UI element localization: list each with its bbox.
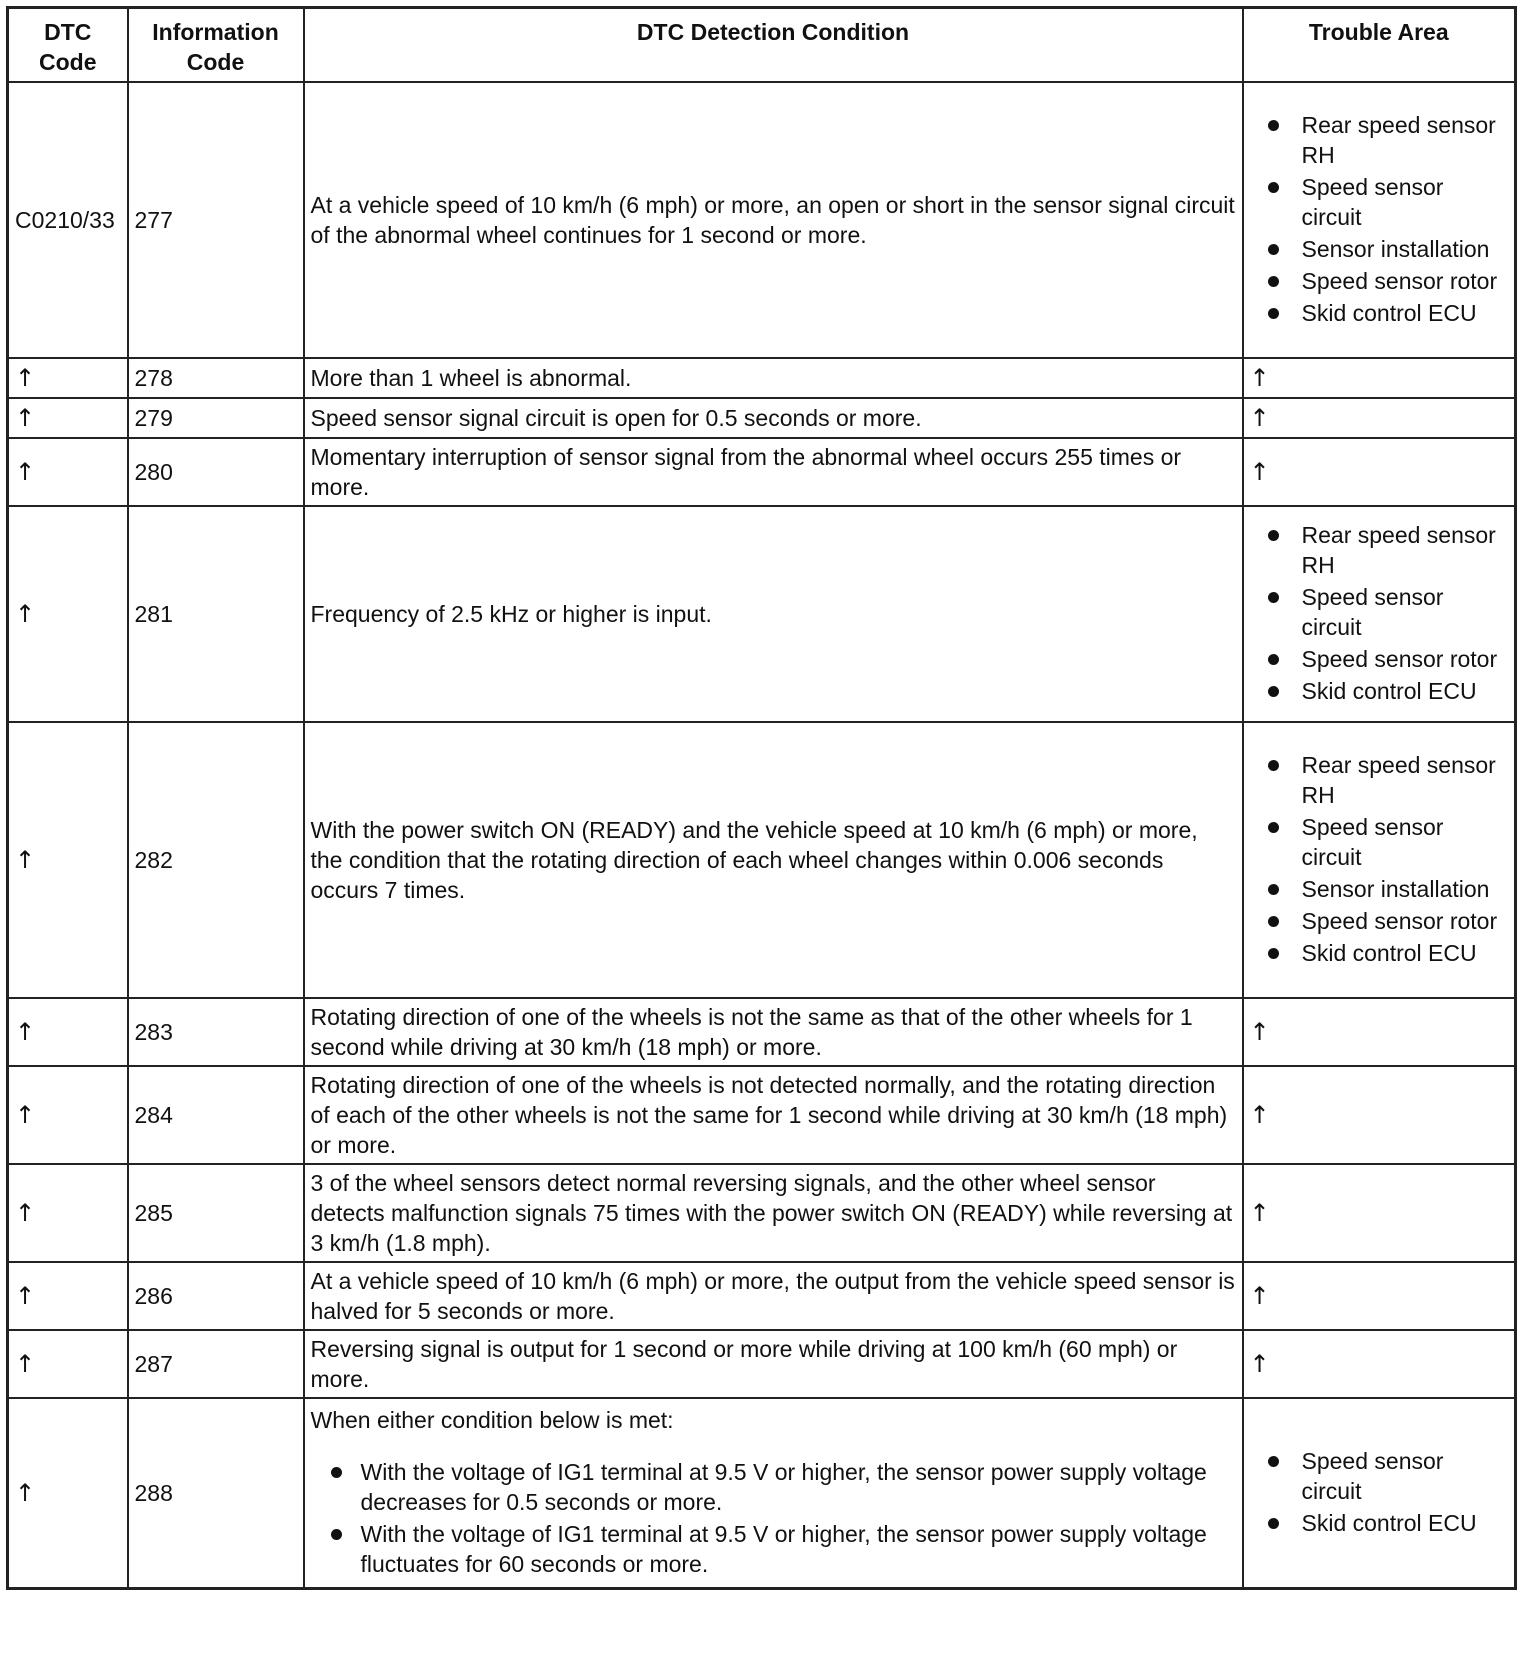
dtc-table-page [6,6,1514,1590]
trouble-item: Speed sensor rotor [1250,906,1509,936]
trouble-item: Rear speed sensor RH [1250,110,1509,170]
dtc-code-cell: ↑ [8,998,128,1066]
dtc-code-cell: C0210/33 [8,82,128,358]
trouble-area-cell: ↑ [1243,398,1516,438]
trouble-item: Speed sensor circuit [1250,812,1509,872]
trouble-item: Skid control ECU [1250,676,1509,706]
header-detection-condition: DTC Detection Condition [304,8,1243,83]
trouble-item: Speed sensor circuit [1250,172,1509,232]
trouble-item: Speed sensor rotor [1250,644,1509,674]
condition-cell [304,1398,1243,1588]
trouble-area-cell [1243,506,1516,722]
trouble-item: Skid control ECU [1250,298,1509,328]
table-row [8,1330,1516,1398]
trouble-area-cell [1243,1398,1516,1588]
dtc-code-cell: ↑ [8,1262,128,1330]
trouble-area-cell: ↑ [1243,1066,1516,1164]
info-code-cell: 284 [128,1066,304,1164]
trouble-item: Rear speed sensor RH [1250,750,1509,810]
trouble-area-cell: ↑ [1243,998,1516,1066]
header-dtc-code: DTC Code [8,8,128,83]
table-row [8,998,1516,1066]
condition-cell: More than 1 wheel is abnormal. [304,358,1243,398]
condition-cell: 3 of the wheel sensors detect normal reversing signals, and the other wheel sensor detects malfunction signals 75 times with the power switch ON (READY) while reversing at 3 km/h (1.8 mph). [304,1164,1243,1262]
dtc-code-cell: ↑ [8,1398,128,1588]
header-trouble-area: Trouble Area [1243,8,1516,83]
table-row [8,82,1516,358]
dtc-code-cell: ↑ [8,438,128,506]
table-row [8,398,1516,438]
table-header-row [8,8,1516,83]
info-code-cell: 287 [128,1330,304,1398]
table-row [8,722,1516,998]
trouble-item: Sensor installation [1250,874,1509,904]
table-row [8,1164,1516,1262]
condition-cell: Momentary interruption of sensor signal from the abnormal wheel occurs 255 times or more. [304,438,1243,506]
condition-bullet: With the voltage of IG1 terminal at 9.5 V or higher, the sensor power supply voltage decreases for 0.5 seconds or more. [311,1457,1236,1517]
table-row [8,1066,1516,1164]
info-code-cell: 288 [128,1398,304,1588]
trouble-area-cell: ↑ [1243,438,1516,506]
dtc-code-cell: ↑ [8,506,128,722]
trouble-area-cell: ↑ [1243,358,1516,398]
trouble-item: Speed sensor circuit [1250,1446,1509,1506]
condition-cell: Frequency of 2.5 kHz or higher is input. [304,506,1243,722]
dtc-code-cell: ↑ [8,1066,128,1164]
info-code-cell: 280 [128,438,304,506]
condition-cell: Rotating direction of one of the wheels is not detected normally, and the rotating direction of each of the other wheels is not the same for 1 second while driving at 30 km/h (18 mph) or more. [304,1066,1243,1164]
dtc-code-cell: ↑ [8,1330,128,1398]
trouble-item: Skid control ECU [1250,938,1509,968]
table-row [8,506,1516,722]
info-code-cell: 279 [128,398,304,438]
info-code-cell: 278 [128,358,304,398]
dtc-code-cell: ↑ [8,1164,128,1262]
info-code-cell: 285 [128,1164,304,1262]
condition-cell: Speed sensor signal circuit is open for 0.5 seconds or more. [304,398,1243,438]
trouble-area-cell [1243,82,1516,358]
trouble-item: Speed sensor circuit [1250,582,1509,642]
condition-cell: With the power switch ON (READY) and the vehicle speed at 10 km/h (6 mph) or more, the condition that the rotating direction of each wheel changes within 0.006 seconds occurs 7 times. [304,722,1243,998]
condition-cell: At a vehicle speed of 10 km/h (6 mph) or more, an open or short in the sensor signal circuit of the abnormal wheel continues for 1 second or more. [304,82,1243,358]
trouble-item: Sensor installation [1250,234,1509,264]
trouble-area-cell: ↑ [1243,1262,1516,1330]
trouble-item: Speed sensor rotor [1250,266,1509,296]
condition-bullet: With the voltage of IG1 terminal at 9.5 V or higher, the sensor power supply voltage fluctuates for 60 seconds or more. [311,1519,1236,1579]
trouble-area-cell [1243,722,1516,998]
info-code-cell: 277 [128,82,304,358]
condition-intro: When either condition below is met: [310,1406,674,1433]
trouble-item: Rear speed sensor RH [1250,520,1509,580]
table-row [8,1262,1516,1330]
table-row [8,438,1516,506]
table-row [8,358,1516,398]
condition-cell: Reversing signal is output for 1 second or more while driving at 100 km/h (60 mph) or more. [304,1330,1243,1398]
info-code-cell: 286 [128,1262,304,1330]
trouble-area-cell: ↑ [1243,1330,1516,1398]
dtc-table [6,6,1517,1590]
condition-cell: At a vehicle speed of 10 km/h (6 mph) or more, the output from the vehicle speed sensor is halved for 5 seconds or more. [304,1262,1243,1330]
info-code-cell: 282 [128,722,304,998]
dtc-code-cell: ↑ [8,358,128,398]
table-row [8,1398,1516,1588]
header-information-code: Information Code [128,8,304,83]
condition-cell: Rotating direction of one of the wheels is not the same as that of the other wheels for 1 second while driving at 30 km/h (18 mph) or more. [304,998,1243,1066]
trouble-area-cell: ↑ [1243,1164,1516,1262]
trouble-item: Skid control ECU [1250,1508,1509,1538]
dtc-code-cell: ↑ [8,398,128,438]
info-code-cell: 281 [128,506,304,722]
info-code-cell: 283 [128,998,304,1066]
dtc-code-cell: ↑ [8,722,128,998]
